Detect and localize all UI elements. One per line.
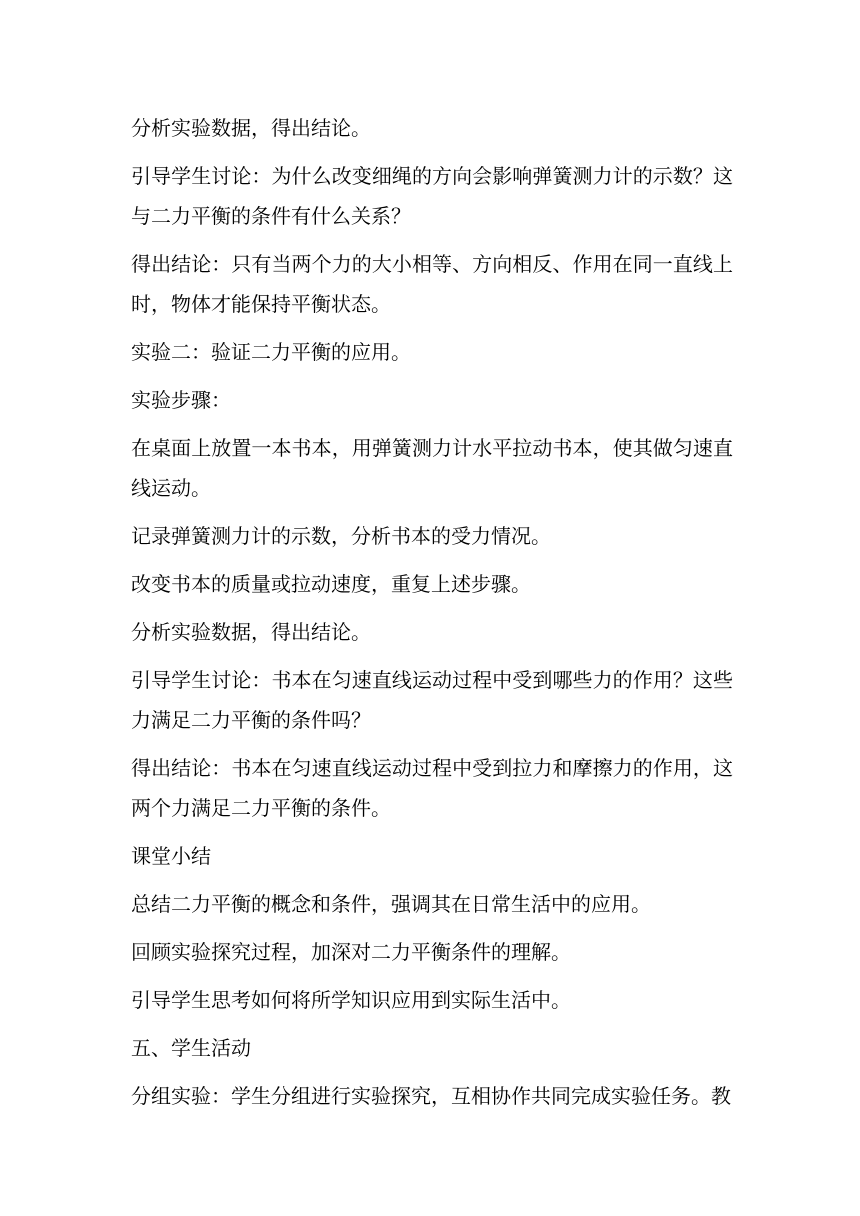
paragraph: 分析实验数据，得出结论。 — [131, 116, 371, 140]
paragraph: 引导学生思考如何将所学知识应用到实际生活中。 — [131, 988, 571, 1012]
paragraph: 引导学生讨论：为什么改变细绳的方向会影响弹簧测力计的示数？这与二力平衡的条件有什么关系？ — [131, 164, 733, 228]
section-heading: 课堂小结 — [131, 844, 211, 868]
paragraph: 实验二：验证二力平衡的应用。 — [131, 340, 411, 364]
paragraph: 得出结论：书本在匀速直线运动过程中受到拉力和摩擦力的作用，这两个力满足二力平衡的条件。 — [131, 756, 733, 820]
paragraph: 实验步骤： — [131, 388, 231, 412]
paragraph: 回顾实验探究过程，加深对二力平衡条件的理解。 — [131, 940, 571, 964]
paragraph: 改变书本的质量或拉动速度，重复上述步骤。 — [131, 572, 531, 596]
paragraph: 分组实验：学生分组进行实验探究，互相协作共同完成实验任务。教 — [131, 1084, 731, 1108]
paragraph: 分析实验数据，得出结论。 — [131, 620, 371, 644]
paragraph: 总结二力平衡的概念和条件，强调其在日常生活中的应用。 — [131, 892, 651, 916]
section-heading: 五、学生活动 — [131, 1036, 251, 1060]
paragraph: 引导学生讨论：书本在匀速直线运动过程中受到哪些力的作用？这些力满足二力平衡的条件吗？ — [131, 668, 733, 732]
paragraph: 记录弹簧测力计的示数，分析书本的受力情况。 — [131, 524, 551, 548]
paragraph: 在桌面上放置一本书本，用弹簧测力计水平拉动书本，使其做匀速直线运动。 — [131, 436, 733, 500]
document-body — [131, 108, 733, 1124]
paragraph: 得出结论：只有当两个力的大小相等、方向相反、作用在同一直线上时，物体才能保持平衡状态。 — [131, 252, 733, 316]
